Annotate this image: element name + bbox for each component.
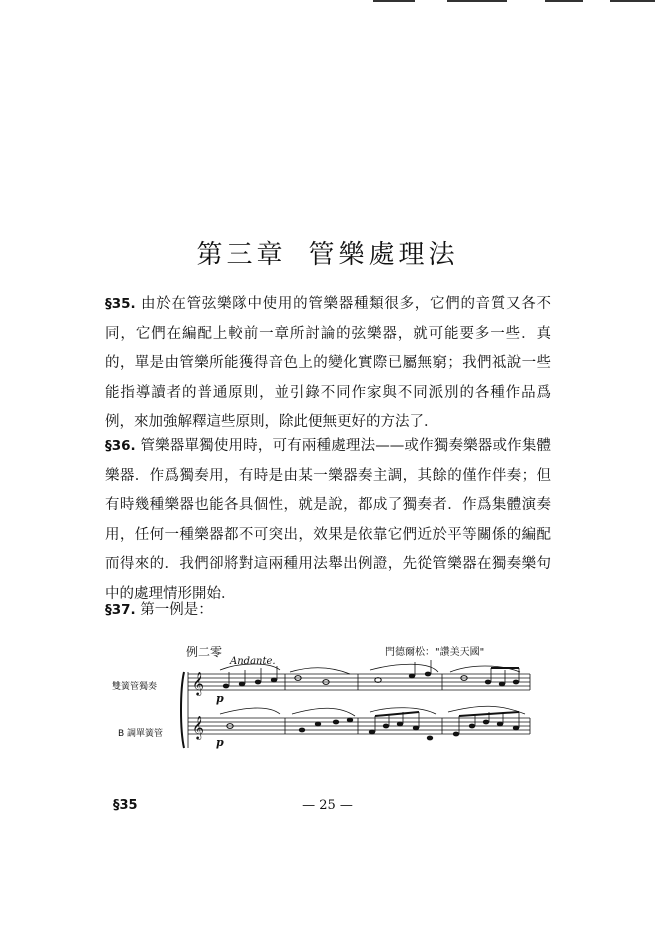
header-rule [610,0,655,2]
paragraph-text: 第一例是： [135,602,213,618]
paragraph-35 [105,290,551,438]
header-rule [545,0,583,2]
section-number: §37. [105,602,136,618]
example-source: 門德爾松："讚美天國" [385,647,485,658]
paragraph-36 [105,432,551,609]
paragraph-text: 管樂器單獨使用時，可有兩種處理法——或作獨奏樂器或作集體樂器．作爲獨奏用，有時是由某一樂器奏主調，其餘的僅作伴奏；但有時幾種樂器也能各具個性，就是說，都成了獨奏者．作爲集體演奏用，任何一種樂器都不可突出，效果是依靠它們近於平等關係的編配而得來的．我們卻將對這兩種用法舉出例證，先從管樂器在獨奏樂句中的處理情形開始． [105,438,551,602]
svg-text:𝄞: 𝄞 [192,715,204,739]
header-rule [373,0,415,2]
dynamic-marking: p [216,692,224,705]
music-score [180,660,540,760]
svg-text:𝄞: 𝄞 [192,671,204,695]
paragraph-37 [105,596,551,626]
header-rule [447,0,507,2]
chapter-title [0,234,655,271]
chapter-name: 管樂處理法 [308,240,459,270]
example-label: 例二零 [186,645,223,659]
tempo-marking: Andante. [230,656,276,667]
section-number: §36. [105,438,136,454]
footer-section-ref: §35 [113,798,138,813]
chapter-number: 第三章 [196,240,287,270]
instrument-label-clarinet: B 調單簧管 [118,729,164,739]
page-number: — 25 — [302,798,353,813]
instrument-label-oboe: 雙簧管獨奏 [112,682,158,692]
section-number: §35. [105,296,136,312]
dynamic-marking: p [216,736,224,749]
paragraph-text: 由於在管弦樂隊中使用的管樂器種類很多，它們的音質又各不同，它們在編配上較前一章所討論的弦樂器，就可能要多一些．真的，單是由管樂所能獲得音色上的變化實際已屬無窮；我們祗說一些能指導讀者的普通原則，並引錄不同作家與不同派別的各種作品爲例，來加強解釋這些原則，除此便無更好的方法了． [105,296,551,430]
